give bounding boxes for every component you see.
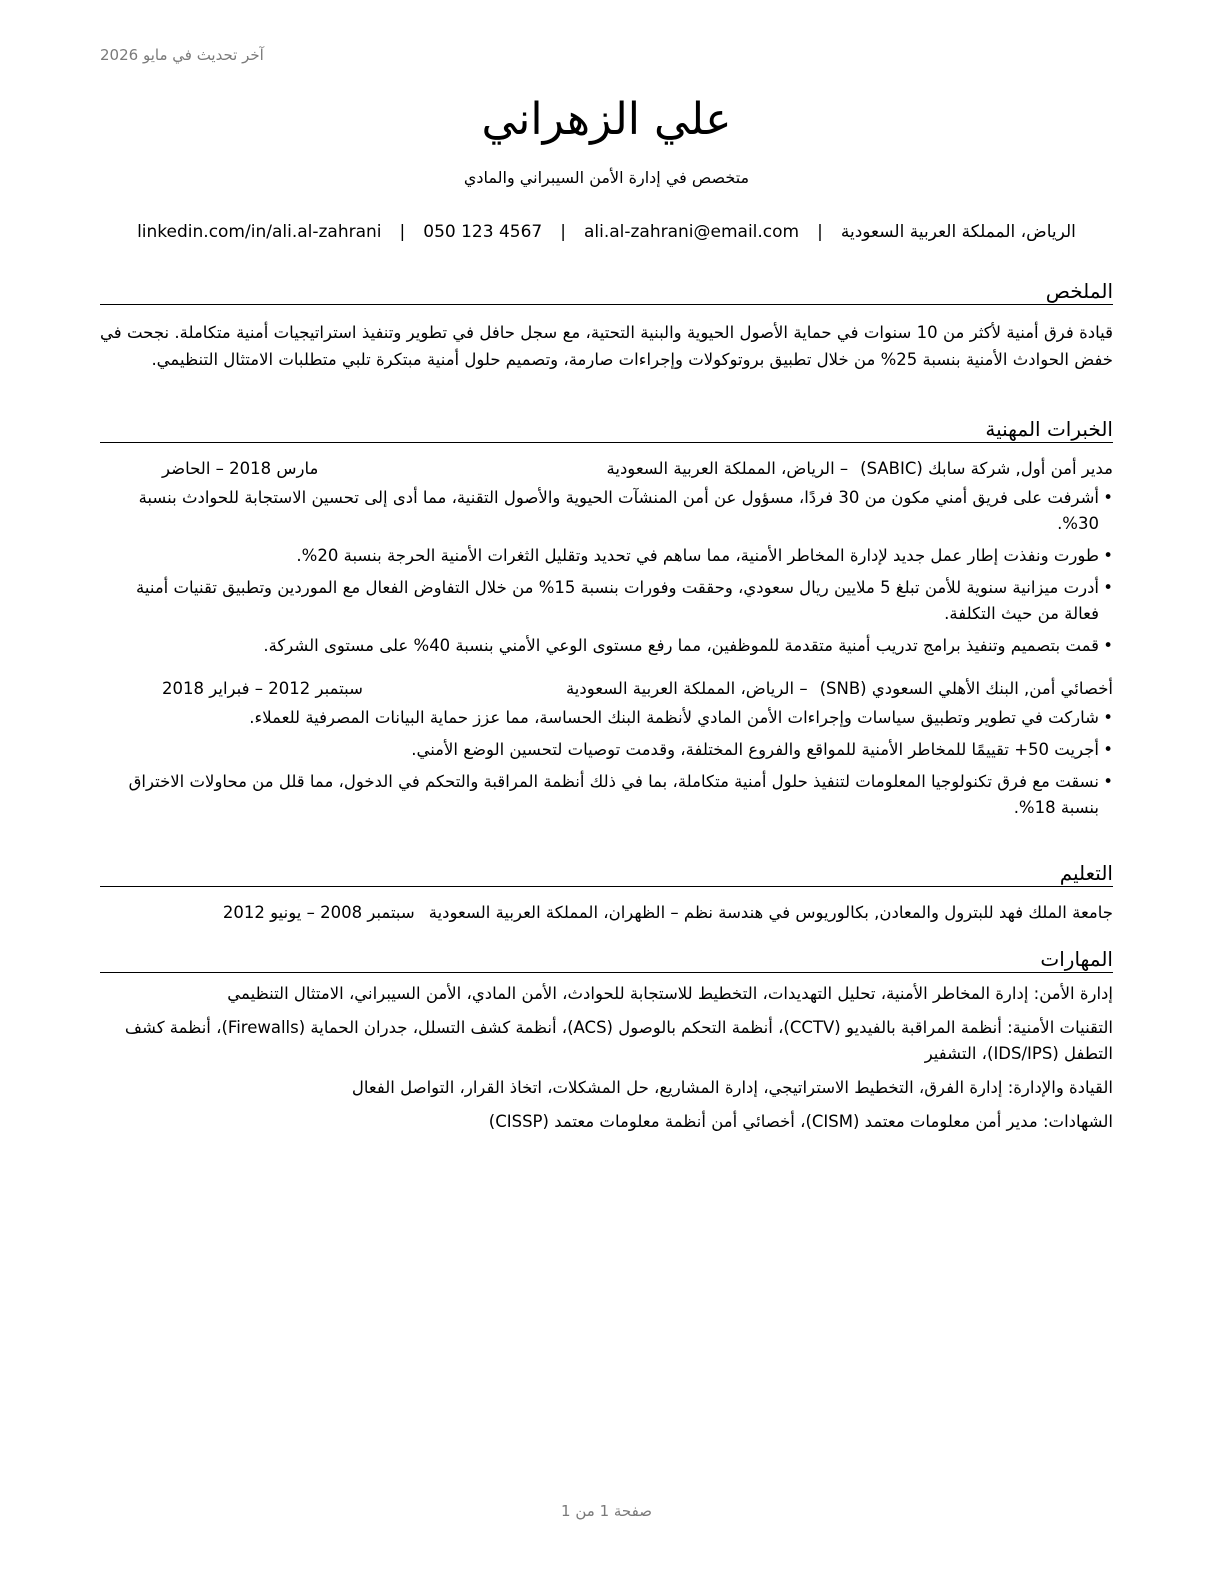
skill-line: القيادة والإدارة: إدارة الفرق، التخطيط الاستراتيجي، إدارة المشاريع، حل المشكلات، اتخاذ القرار، التواصل الفعال <box>351 1078 1113 1097</box>
job-bullet: • أجريت 50+ تقييمًا للمخاطر الأمنية للمواقع والفروع المختلفة، وقدمت توصيات لتحسين الوضع الأمني. <box>100 737 1113 763</box>
experience-section <box>100 416 1113 827</box>
job-entry <box>100 677 1113 821</box>
summary-section <box>100 278 1113 373</box>
last-updated-note: آخر تحديث في مايو 2026 <box>100 46 264 64</box>
job-role: أخصائي أمن, البنك الأهلي السعودي (SNB) <box>819 679 1113 698</box>
skill-line: الشهادات: مدير أمن معلومات معتمد (CISM)، أخصائي أمن أنظمة معلومات معتمد (CISSP) <box>488 1112 1113 1131</box>
education-dates: سبتمبر 2008 – يونيو 2012 <box>222 903 415 922</box>
education-section <box>100 860 1113 925</box>
page-number: صفحة 1 من 1 <box>561 1502 652 1520</box>
job-bullet: • شاركت في تطوير وتطبيق سياسات وإجراءات الأمن المادي لأنظمة البنك الحساسة، مما عزز حماية البيانات المصرفية للعملاء. <box>100 705 1113 731</box>
resume-page <box>100 0 1113 1584</box>
job-bullet: • أشرفت على فريق أمني مكون من 30 فردًا، مسؤول عن أمن المنشآت الحيوية والأصول التقنية، مما أدى إلى تحسين الاستجابة للحوادث بنسبة 30%. <box>100 485 1113 537</box>
job-dates: مارس 2018 – الحاضر <box>162 459 319 478</box>
contact-line <box>100 222 1113 242</box>
job-role: مدير أمن أول, شركة سابك (SABIC) <box>860 459 1113 478</box>
contact-phone[interactable]: 050 123 4567 <box>423 222 543 242</box>
section-heading-skills: المهارات <box>100 946 1113 973</box>
contact-separator: | <box>817 222 823 242</box>
job-header <box>100 457 1113 481</box>
education-degree: جامعة الملك فهد للبترول والمعادن, بكالوريوس في هندسة نظم – الظهران، المملكة العربية السعودية <box>428 903 1113 922</box>
candidate-title: متخصص في إدارة الأمن السيبراني والمادي <box>463 168 750 187</box>
section-heading-summary: الملخص <box>100 278 1113 305</box>
contact-separator: | <box>399 222 406 242</box>
job-header <box>100 677 1113 701</box>
skill-line: إدارة الأمن: إدارة المخاطر الأمنية، تحليل التهديدات، التخطيط للاستجابة للحوادث، الأمن المادي، الأمن السيبراني، الامتثال التنظيمي <box>227 984 1113 1003</box>
job-dates: سبتمبر 2012 – فبراير 2018 <box>162 679 363 698</box>
job-bullets <box>100 705 1113 821</box>
candidate-name: علي الزهراني <box>481 94 732 145</box>
summary-text: قيادة فرق أمنية لأكثر من 10 سنوات في حماية الأصول الحيوية والبنية التحتية، مع سجل حافل في تطوير وتنفيذ استراتيجيات أمنية متكاملة. نجحت في خفض الحوادث الأمنية بنسبة 25% من خلال تطبيق بروتوكولات وإجراءات صارمة، وتصميم حلول أمنية مبتكرة تلبي متطلبات الامتثال التنظيمي. <box>100 323 1113 369</box>
skill-line: التقنيات الأمنية: أنظمة المراقبة بالفيديو (CCTV)، أنظمة التحكم بالوصول (ACS)، أنظمة كشف التسلل، جدران الحماية (Firewalls)، أنظمة كشف التطفل (IDS/IPS)، التشفير <box>124 1018 1113 1063</box>
section-heading-education: التعليم <box>100 860 1113 887</box>
contact-linkedin[interactable]: linkedin.com/in/ali.al-zahrani <box>137 222 382 242</box>
job-bullet: • قمت بتصميم وتنفيذ برامج تدريب أمنية متقدمة للموظفين، مما رفع مستوى الوعي الأمني بنسبة 40% على مستوى الشركة. <box>100 633 1113 659</box>
job-entry <box>100 457 1113 659</box>
job-location: – الرياض، المملكة العربية السعودية <box>565 679 808 698</box>
job-bullet: • طورت ونفذت إطار عمل جديد لإدارة المخاطر الأمنية، مما ساهم في تحديد وتقليل الثغرات الأمنية الحرجة بنسبة 20%. <box>100 543 1113 569</box>
skills-section <box>100 946 1113 1135</box>
education-entry <box>100 901 1113 925</box>
job-bullet: • نسقت مع فرق تكنولوجيا المعلومات لتنفيذ حلول أمنية متكاملة، بما في ذلك أنظمة المراقبة والتحكم في الدخول، مما قلل من محاولات الاختراق بنسبة 18%. <box>100 769 1113 821</box>
contact-location: الرياض، المملكة العربية السعودية <box>840 222 1076 242</box>
contact-email[interactable]: ali.al-zahrani@email.com <box>583 222 800 242</box>
job-bullet: • أدرت ميزانية سنوية للأمن تبلغ 5 ملايين ريال سعودي، وحققت وفورات بنسبة 15% من خلال التفاوض الفعال مع الموردين وتطبيق تقنيات أمنية فعالة من حيث التكلفة. <box>100 575 1113 627</box>
job-bullets <box>100 485 1113 659</box>
section-heading-experience: الخبرات المهنية <box>100 416 1113 443</box>
contact-separator: | <box>560 222 566 242</box>
job-location: – الرياض، المملكة العربية السعودية <box>606 459 849 478</box>
